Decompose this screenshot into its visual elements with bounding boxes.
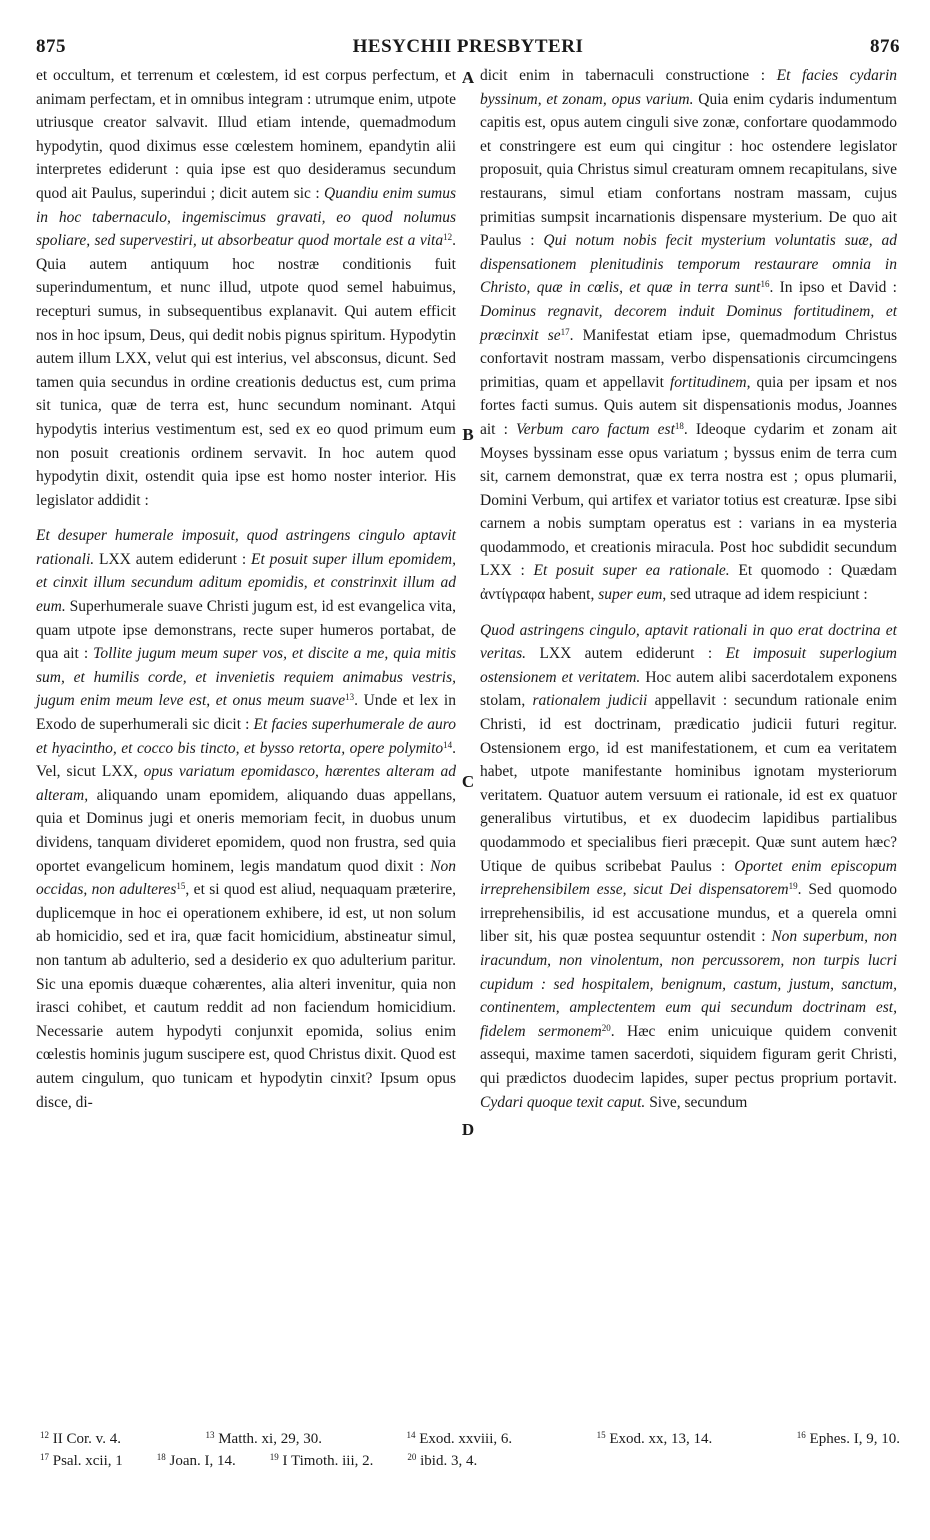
- scripture-quote: Et facies superhumerale de auro et hyacintho, et cocco bis tincto, et bysso retorta, opere polymito: [36, 716, 456, 757]
- scripture-quote: opus variatum epomidasco, hærentes alteram ad alteram,: [36, 763, 456, 804]
- footnote-marker: 13: [345, 692, 355, 703]
- running-header: [36, 36, 900, 62]
- left-column: [36, 64, 456, 1114]
- footnote-marker: 14: [443, 739, 453, 750]
- footnote-number: 15: [596, 1430, 606, 1440]
- text-run: LXX autem ediderunt :: [526, 645, 726, 663]
- footnote-entry: [40, 1450, 123, 1472]
- scripture-quote: Verbum caro factum est: [516, 420, 675, 438]
- right-paragraph-2: [480, 619, 897, 1114]
- footnote-ref: Joan. I, 14.: [169, 1453, 236, 1469]
- footnote-number: 17: [40, 1452, 49, 1462]
- text-run: LXX autem ediderunt :: [94, 550, 251, 568]
- text-run: appellavit : secundum rationale enim Christi, id est doctrinam, prædicatio judicii futuri regitur. Ostensionem ergo, id est manifestationem, et cum ea veritatem habet, utpote manifestante hominibus ignotam mysteriorum veritatem. Quatuor autem versuum ei rationale, id est ex quatuor generalibus virtutibus, et ex duodecim lapidibus partialibus quodammodo et specialibus fieri præcepit. Quæ sunt autem hæc? Utique de quibus scribebat Paulus :: [480, 692, 897, 875]
- text-run: Superhumerale suave Christi jugum est, id est evangelica vita, quam utpote ipse demonstrans, recte super humeros portabat, de qua ait :: [36, 598, 456, 663]
- scripture-quote: Non superbum, non iracundum, non vinolentum, non percussorem, non turpis lucri cupidum : sed hospitalem, benignum, castum, justum, sanctum, continentem, amplectentem eum qui secundum doctrinam est, fidelem sermonem: [480, 928, 897, 1040]
- text-run: quia per ipsam et nos fortes facti sumus. Quis autem sit dispensationis modus, Joannes ait :: [480, 373, 897, 438]
- footnote-number: 12: [40, 1430, 49, 1440]
- footnote-ref: I Timoth. iii, 2.: [282, 1453, 374, 1469]
- text-run: aliquando unam epomidem, aliquando duas appellans, quia et Dominus jugi et oneris memoriam fecit, in duobus unum dividens, tanquam divideret epomidem, quod non frustra, sed quia oportet evangelicum hominem, legis mandatum quod dixit :: [36, 786, 456, 875]
- footnote-entry: [406, 1428, 512, 1450]
- right-column: [480, 64, 897, 1114]
- scripture-quote: Tollite jugum meum super vos, et discite a me, quia mitis sum, et humilis corde, et invenietis requiem animabus vestris, jugum enim meum leve est, et onus meum suave: [36, 645, 456, 710]
- text-run: . Ideoque cydarim et zonam ait Moyses byssinam esse opus variatum ; byssus enim de terra cum sit, carnem demonstrat, quæ ex terra nostra est ; opus plumarii, Domini Verbum, qui artifex et variator totius est creaturæ. Ipse sibi carnem a nobis sumptam operatus est : varians in ea mysteria quodammodo, et creationis miracula. Post hoc subdidit secundum LXX :: [480, 420, 897, 580]
- footnote-ref: ibid. 3, 4.: [420, 1453, 478, 1469]
- footnote-ref: Ephes. I, 9, 10.: [809, 1431, 900, 1447]
- margin-letter-b: B: [462, 425, 474, 444]
- footnote-entry: [270, 1450, 374, 1472]
- scripture-quote: rationalem judicii: [532, 692, 648, 710]
- scripture-quote: Et posuit super illum epomidem, et cinxit illum secundum aditum epomidis, et constrinxit illum ad eum.: [36, 550, 456, 616]
- text-run: , et si quod est aliud, nequaquam præterire, duplicemque in hoc ei operationem exhibere, id est, ut non solum ab homicidio, sed et ira, quæ facit homicidium, abstineatur simul, non tantum ab adulterio, sed a desiderio ex quo adulterium paritur. Sic una epomis duæque cohærentes, alia alteri invenitur, quia non irasci cohibet, et cautum reddit ad non faciendum homicidium. Necessarie autem hypodyti conjunxit epomida, solius enim cœlestis hominis jugum suscipere est, quod Christus dixit. Quod est autem cingulum, quo tunicam et hypodytin cinxit? Ipsum opus disce, di-: [36, 881, 456, 1111]
- text-run: Sive, secundum: [645, 1093, 748, 1111]
- footnotes: [40, 1428, 900, 1472]
- text-run: . Unde et lex in Exodo de superhumerali sic dicit :: [36, 692, 456, 734]
- lemma-quote: Quod astringens cingulo, aptavit rationali in quo erat doctrina et veritas.: [480, 621, 897, 663]
- scripture-quote: Et imposuit superlogium ostensionem et veritatem.: [480, 645, 897, 686]
- scripture-quote: Oportet enim episcopum irreprehensibilem esse, sicut Dei dispensatorem: [480, 857, 897, 899]
- text-run: , sed utraque ad idem respiciunt :: [662, 586, 868, 604]
- scripture-quote: Qui notum nobis fecit mysterium voluntatis suæ, ad dispensationem plenitudinis temporum restaurare omnia in Christo, quæ in cœlis, et quæ in terra sunt: [480, 232, 897, 297]
- text-run: . Hæc enim unicuique quidem convenit assequi, maxime tamen sacerdoti, siquidem figuram gerit Christi, qui prædictos duodecim lapides, super pectus proprium portavit.: [480, 1022, 897, 1087]
- footnote-ref: II Cor. v. 4.: [52, 1431, 121, 1447]
- footnote-marker: 12: [443, 232, 453, 243]
- footnote-number: 20: [407, 1452, 417, 1462]
- footnote-marker: 18: [674, 420, 684, 431]
- footnote-marker: 16: [760, 279, 770, 290]
- text-run: . Quia autem antiquum hoc nostræ conditionis fuit superindumentum, et nunc illud, utpote quod semel habuimus, recepturi sumus, in subsequentibus explanavit. Qui autem efficit nos in hoc ipsum, Deus, qui dedit nobis pignus spiritum. Hypodytin autem illum LXX, velut qui est interius, vel absconsus, dicunt. Sed tamen quia secundus in ordine creationis deductus est, cum prima sit tunica, quæ de terra est, hunc secundum nominant. Atqui hypodytis interius vestimentum est, sed ex eo quod primum eum non posuit creationis ordinem servavit. In hoc autem quod hypodytin dixit, ostendit quia ipse est homo noster interior. His legislator addidit :: [36, 232, 456, 509]
- footnote-entry: [597, 1428, 713, 1450]
- scripture-quote: Quandiu enim sumus in hoc tabernaculo, ingemiscimus gravati, eo quod nolumus spoliare, sed supervestiri, ut absorbeatur quod mortale est a vita: [36, 184, 456, 250]
- footnote-number: 19: [269, 1452, 279, 1462]
- text-run: dicit enim in tabernaculi constructione :: [480, 67, 777, 84]
- page-number-right: 876: [870, 36, 900, 57]
- footnote-marker: 20: [601, 1022, 611, 1033]
- footnote-ref: Exod. xx, 13, 14.: [609, 1431, 713, 1447]
- footnote-number: 18: [156, 1452, 166, 1462]
- text-run: Quia enim cydaris indumentum capitis est, opus autem cinguli sive zonæ, confortare quodammodo et constringere est eum qui cingitur : hoc ostendere legislator proposuit, quia Christus simul creaturam omnem recapitulans, sive restaurans, simul etiam confortans nostram massam, cujus primitias sumpsit incarnationis dispensare mysterium. De quo ait Paulus :: [480, 90, 897, 250]
- lemma-quote: Et desuper humerale imposuit, quod astringens cingulo aptavit rationali.: [36, 527, 456, 568]
- footnote-entry: [40, 1428, 121, 1450]
- scripture-quote: Et posuit super ea rationale.: [533, 562, 730, 580]
- footnote-marker: 17: [560, 326, 570, 337]
- footnote-ref: Matth. xi, 29, 30.: [218, 1431, 322, 1447]
- footnote-number: 14: [406, 1430, 416, 1440]
- footnote-ref: Exod. xxviii, 6.: [419, 1431, 513, 1447]
- scripture-quote: fortitudinem,: [669, 373, 751, 391]
- scripture-quote: Non occidas, non adulteres: [36, 857, 456, 899]
- scripture-quote: Et facies cydarin byssinum, et zonam, opus varium.: [480, 67, 897, 108]
- scripture-quote: super eum: [598, 586, 663, 604]
- footnote-entry: [797, 1428, 900, 1450]
- footnote-line-2: [40, 1450, 900, 1472]
- text-run: et occultum, et terrenum et cœlestem, id est corpus perfectum, et animam perfectam, et in omnibus integram : utrumque enim, utpote utriusque creator salvavit. Illud etiam intende, quemadmodum hypodytin, quod diximus esse cœlestem hominem, epandytin alii interpretes ediderunt : quia ipse est quo desideramus secundum quod ait Paulus, superindui ; dicit autem sic :: [36, 67, 456, 202]
- footnote-entry: [407, 1450, 477, 1472]
- scripture-quote: Cydari quoque texit caput.: [480, 1093, 646, 1111]
- footnote-number: 13: [205, 1430, 215, 1440]
- footnote-entry: [157, 1450, 236, 1472]
- margin-letter-c: C: [461, 772, 475, 791]
- footnote-marker: 19: [788, 881, 798, 892]
- left-paragraph-2: [36, 524, 456, 1114]
- page-number-left: 875: [36, 36, 66, 57]
- text-run: Et quomodo : Quædam ἀντίγραφα habent,: [480, 562, 897, 604]
- footnote-ref: Psal. xcii, 1: [52, 1453, 123, 1469]
- margin-letter-d: D: [461, 1120, 475, 1139]
- text-run: . Sed quomodo irreprehensibilis, id est accusatione mundus, et a querela omni liber sit, his quæ postea sequuntur ostendit :: [480, 881, 897, 946]
- text-run: . In ipso et David :: [769, 279, 897, 297]
- footnote-entry: [205, 1428, 322, 1450]
- scripture-quote: Dominus regnavit, decorem induit Dominus fortitudinem, et præcinxit se: [480, 302, 897, 344]
- margin-letter-a: A: [461, 68, 475, 87]
- running-title: HESYCHII PRESBYTERI: [352, 36, 584, 57]
- footnote-marker: 15: [176, 881, 186, 892]
- text-run: . Manifestat etiam ipse, quemadmodum Christus confortavit nostram massam, verbo dispensationis circumcingens primitias, quam et appellavit: [480, 326, 897, 391]
- right-paragraph-1: [480, 64, 897, 607]
- footnote-number: 16: [796, 1430, 806, 1440]
- footnote-line-1: [40, 1428, 900, 1450]
- left-paragraph-1: [36, 64, 456, 512]
- text-run: Hoc autem alibi sacerdotalem exponens stolam,: [480, 668, 897, 710]
- text-run: . Vel, sicut LXX,: [36, 739, 456, 781]
